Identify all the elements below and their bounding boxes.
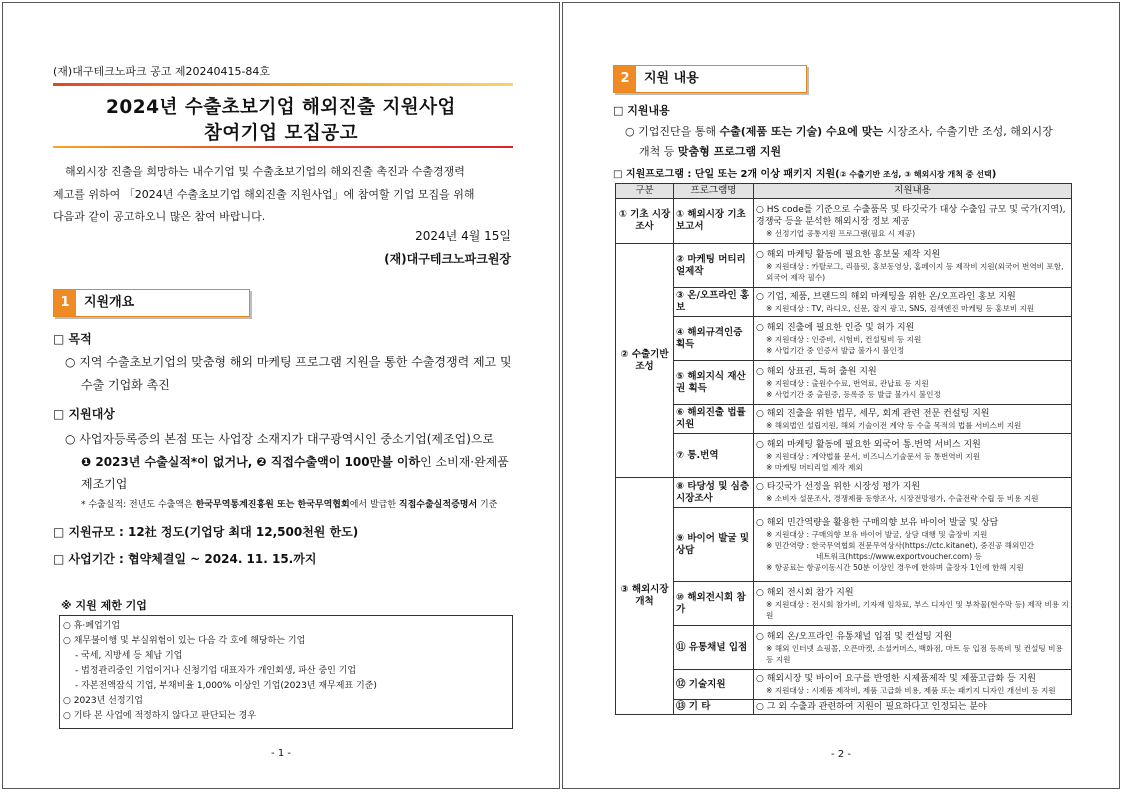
program-table	[615, 183, 1072, 715]
restrict-item: - 법정관리중인 기업이거나 신청기업 대표자가 개인회생, 파산 중인 기업	[75, 666, 357, 676]
section-2-label: 지원 내용	[644, 71, 699, 86]
page-number: - 2 -	[831, 749, 851, 760]
purpose-line-2: 수출 기업화 촉진	[81, 378, 170, 392]
period-heading: □ 사업기간 : 협약체결일 ~ 2024. 11. 15.까지	[53, 552, 317, 566]
document-page-1	[2, 2, 560, 789]
title-line-2: 참여기업 모집공고	[204, 123, 358, 144]
program-desc: ○ 그 외 수출과 관련하여 지원이 필요하다고 인정되는 분야	[754, 700, 1072, 715]
table-row	[616, 478, 1072, 508]
table-row	[616, 317, 1072, 361]
table-row	[616, 288, 1072, 317]
export-footnote: * 수출실적: 전년도 수출액은 한국무역통계진흥원 또는 한국무역협회에서 발급한 직접수출실적증명서 기준	[81, 500, 498, 510]
table-row	[616, 199, 1072, 244]
category-cell: ③ 해외시장 개척	[616, 478, 674, 715]
target-line-2	[81, 453, 509, 470]
restrict-item: ○ 기타 본 사업에 적정하지 않다고 판단되는 경우	[63, 711, 257, 721]
program-heading: □ 지원프로그램 : 단일 또는 2개 이상 패키지 지원(② 수출기반 조성, ③ 해외시장 개척 중 선택)	[613, 169, 997, 180]
content-heading: □ 지원내용	[613, 104, 670, 117]
target-criteria-suffix: 인 소비재·완제품	[420, 455, 509, 469]
table-row	[616, 626, 1072, 670]
program-name: ② 마케팅 머티리얼제작	[674, 244, 754, 288]
page-number: - 1 -	[271, 748, 291, 759]
restrict-item: - 자본전액잠식 기업, 부채비율 1,000% 이상인 기업(2023년 재무제표 기준)	[75, 681, 377, 691]
category-cell: ② 수출기반 조성	[616, 244, 674, 478]
intro-line-3: 다음과 같이 공고하오니 많은 참여 바랍니다.	[53, 210, 266, 223]
scale-heading: □ 지원규모 : 12社 정도(기업당 최대 12,500천원 한도)	[53, 525, 359, 539]
section-2-number: 2	[614, 66, 636, 92]
target-criteria: ❶ 2023년 수출실적*이 없거나, ❷ 직접수출액이 100만불 이하	[81, 455, 421, 469]
title-bottom-line	[53, 146, 513, 148]
table-row	[616, 405, 1072, 434]
program-name: ⑩ 해외전시회 참가	[674, 582, 754, 626]
document-page-2	[562, 2, 1120, 789]
table-row	[616, 700, 1072, 715]
table-header: 프로그램명	[674, 184, 754, 199]
program-name: ⑤ 해외지식 재산권 획득	[674, 361, 754, 405]
table-row	[616, 434, 1072, 478]
notice-number: (재)대구테크노파크 공고 제20240415-84호	[53, 65, 271, 78]
program-desc: ○ 해외 진출을 위한 법무, 세무, 회계 관련 전문 컨설팅 지원 ※ 해외법인 설립지원, 해외 기술이전 계약 등 수출 목적의 법률 서비스비 지원	[754, 405, 1072, 434]
program-name: ⑧ 타당성 및 심층시장조사	[674, 478, 754, 508]
restrict-item: ○ 휴·폐업기업	[63, 621, 121, 631]
program-desc: ○ 해외 마케팅 활동에 필요한 외국어 통.번역 서비스 지원 ※ 지원대상 : 계약법률 문서, 비즈니스기술문서 등 통번역비 지원 ※ 마케팅 머티리얼 제작 제외	[754, 434, 1072, 478]
target-line-3: 제조기업	[81, 477, 128, 491]
notice-date: 2024년 4월 15일	[415, 229, 511, 243]
table-row	[616, 670, 1072, 700]
program-name: ① 해외시장 기초보고서	[674, 199, 754, 244]
table-header: 지원내용	[754, 184, 1072, 199]
table-row	[616, 244, 1072, 288]
intro-line-1: 해외시장 진출을 희망하는 내수기업 및 수출초보기업의 해외진출 촉진과 수출경쟁력	[65, 165, 465, 178]
table-header: 구분	[616, 184, 674, 199]
program-desc: ○ 타깃국가 선정을 위한 시장성 평가 지원 ※ 소비자 설문조사, 경쟁제품 동향조사, 시장전망평가, 수출전략 수립 등 비용 지원	[754, 478, 1072, 508]
purpose-line-1: ○ 지역 수출초보기업의 맞춤형 해외 마케팅 프로그램 지원을 통한 수출경쟁력 제고 및	[65, 355, 512, 369]
program-desc: ○ 해외 마케팅 활동에 필요한 홍보물 제작 지원 ※ 지원대상 : 카탈로그, 리플릿, 홍보동영상, 홈페이지 등 제작비 지원(외국어 번역비 포함, 외국어 제작 필수)	[754, 244, 1072, 288]
category-cell: ① 기초 시장조사	[616, 199, 674, 244]
table-row	[616, 582, 1072, 626]
content-line-2: 개척 등 맞춤형 프로그램 지원	[639, 145, 782, 158]
program-name: ⑪ 유통채널 입점	[674, 626, 754, 670]
program-desc: ○ 기업, 제품, 브랜드의 해외 마케팅을 위한 온/오프라인 홍보 지원 ※ 지원대상 : TV, 라디오, 신문, 잡지 광고, SNS, 검색엔진 마케팅 등 홍보비 지원	[754, 288, 1072, 317]
table-row	[616, 508, 1072, 582]
program-desc: ○ 해외 온/오프라인 유통채널 입점 및 컨설팅 지원 ※ 해외 인터넷 쇼핑몰, 오픈마켓, 소셜커머스, 백화점, 마트 등 입점 등록비 및 컨설팅 비용 등 지원	[754, 626, 1072, 670]
program-name: ④ 해외규격인증 획득	[674, 317, 754, 361]
program-desc: ○ 해외시장 및 바이어 요구를 반영한 시제품제작 및 제품고급화 등 지원 ※ 지원대상 : 시제품 제작비, 제품 고급화 비용, 제품 또는 패키지 디자인 개선비 등 지원	[754, 670, 1072, 700]
content-line-1: ○ 기업진단을 통해 수출(제품 또는 기술) 수요에 맞는 시장조사, 수출기반 조성, 해외시장	[625, 125, 1053, 138]
table-row	[616, 361, 1072, 405]
restrict-item: ○ 2023년 선정기업	[63, 696, 143, 706]
program-name: ⑨ 바이어 발굴 및 상담	[674, 508, 754, 582]
restrict-item: ○ 채무불이행 및 부실위험이 있는 다음 각 호에 해당하는 기업	[63, 636, 306, 646]
program-name: ③ 온/오프라인 홍보	[674, 288, 754, 317]
purpose-heading: □ 목적	[53, 332, 92, 346]
target-heading: □ 지원대상	[53, 407, 115, 421]
table-header-row	[616, 184, 1072, 199]
section-1-header	[53, 289, 250, 317]
section-1-label: 지원개요	[84, 295, 135, 310]
program-name: ⑫ 기술지원	[674, 670, 754, 700]
program-desc: ○ 해외 진출에 필요한 인증 및 허가 지원 ※ 지원대상 : 인증비, 시험비, 컨설팅비 등 지원 ※ 사업기간 중 인증서 발급 불가시 불인정	[754, 317, 1072, 361]
program-desc: ○ 해외 민간역량을 활용한 구매의향 보유 바이어 발굴 및 상담 ※ 지원대상 : 구매의향 보유 바이어 발굴, 상담 대행 및 출장비 지원 ※ 민간역량 : 한국무역협회 전문무역상사(https://ctc.kitanet), 중진공 해외민간 네트워크(https://www.exportvoucher.com) 등 ※ 항공료는 항공이동시간 50분 이상인 경우에 한하며 출장자 1인에 한해 지원	[754, 508, 1072, 582]
restrict-item: - 국세, 지방세 등 체납 기업	[75, 651, 183, 661]
title-top-line	[53, 83, 513, 86]
program-desc: ○ 해외 전시회 참가 지원 ※ 지원대상 : 전시회 참가비, 기자재 임차료, 부스 디자인 및 부착물(현수막 등) 제작 비용 지원	[754, 582, 1072, 626]
target-line-1: ○ 사업자등록증의 본점 또는 사업장 소재지가 대구광역시인 중소기업(제조업)으로	[65, 432, 495, 446]
restrict-heading: ※ 지원 제한 기업	[61, 599, 147, 612]
section-1-number: 1	[54, 290, 76, 316]
issuer-name: (재)대구테크노파크원장	[384, 252, 511, 266]
program-desc: ○ HS code를 기준으로 수출품목 및 타깃국가 대상 수출입 규모 및 국가(지역), 경쟁국 등을 분석한 해외시장 정보 제공 ※ 선정기업 공통지원 프로그램(필요 시 제공)	[754, 199, 1072, 244]
program-name: ⑦ 통.번역	[674, 434, 754, 478]
section-2-header	[613, 65, 807, 93]
title-line-1: 2024년 수출초보기업 해외진출 지원사업	[106, 97, 456, 118]
program-name: ⑬ 기 타	[674, 700, 754, 715]
program-desc: ○ 해외 상표권, 특허 출원 지원 ※ 지원대상 : 출원수수료, 번역료, 관납료 등 지원 ※ 사업기간 중 출원증, 등록증 등 발급 불가시 불인정	[754, 361, 1072, 405]
intro-line-2: 제고를 위하여 「2024년 수출초보기업 해외진출 지원사업」에 참여할 기업 모집을 위해	[53, 188, 475, 201]
program-name: ⑥ 해외진출 법률지원	[674, 405, 754, 434]
